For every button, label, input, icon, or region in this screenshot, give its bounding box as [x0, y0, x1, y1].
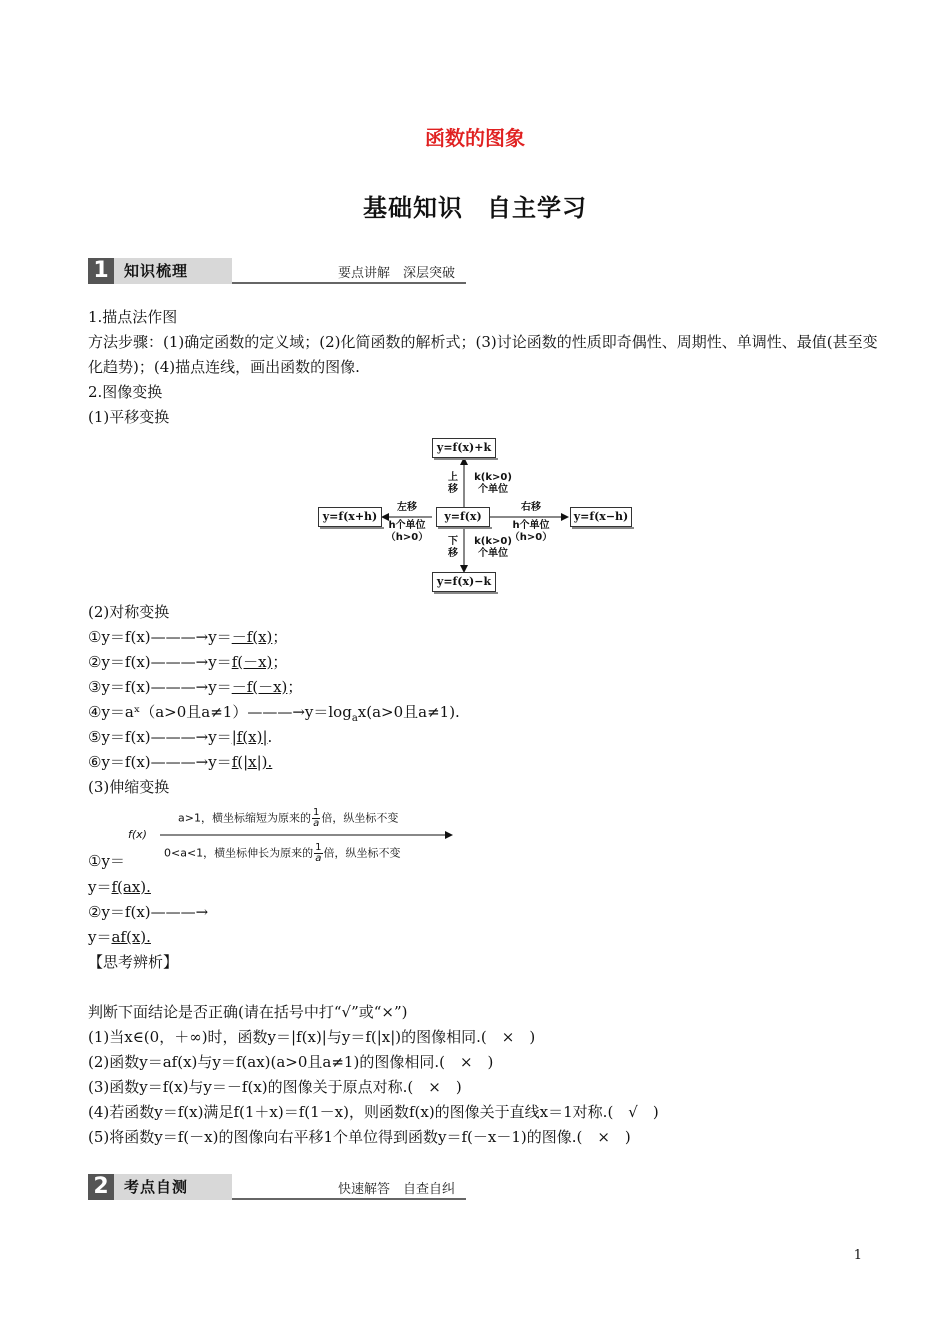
label-left-3: （h>0） — [385, 532, 429, 543]
stretch-bottom-text: 0<a<1，横坐标伸长为原来的 — [164, 846, 314, 860]
stretch-answer-1 — [88, 875, 151, 900]
label-right-2: h个单位 — [512, 520, 550, 531]
label-up — [446, 472, 460, 496]
log-base: a — [351, 713, 358, 724]
label-down-2: 移 — [448, 548, 458, 559]
think-heading: 【思考辨析】 — [88, 953, 179, 971]
stretch-answer-2 — [88, 925, 151, 950]
sym-answer: －f(x) — [231, 628, 273, 646]
stretch-ans-prefix: y＝ — [88, 878, 112, 896]
sym-answer: f(－x) — [231, 653, 273, 671]
fraction-denominator: a — [313, 818, 320, 829]
fraction-numerator: 1 — [312, 807, 320, 818]
sym-answer: －f(－x) — [231, 678, 288, 696]
sym-text: ④y＝aˣ（a>0且a≠1）———→y＝log — [88, 703, 352, 721]
box-shift-down: y=f(x)−k — [432, 572, 496, 592]
section-heading-part-b: 自主学习 — [487, 194, 587, 222]
judge-item: (2)函数y＝af(x)与y＝f(ax)(a>0且a≠1)的图像相同.( × ) — [88, 1053, 494, 1071]
judge-item: (5)将函数y＝f(－x)的图像向右平移1个单位得到函数y＝f(－x－1)的图像.( × ) — [88, 1128, 631, 1146]
label-right-amount — [502, 520, 560, 544]
heading-stretch: (3)伸缩变换 — [88, 778, 170, 796]
heading-transform: 2.图像变换 — [88, 383, 163, 401]
stretch-item-1: ①y＝ — [88, 852, 125, 870]
label-up-3: k(k>0) — [474, 472, 512, 483]
section-banner-2 — [88, 1174, 466, 1200]
page-number: 1 — [853, 1248, 862, 1263]
stretch-diagram — [126, 803, 456, 873]
label-up-2: 移 — [448, 484, 458, 495]
stretch-condition-bottom — [164, 843, 401, 864]
stretch-ans: af(x). — [111, 928, 151, 946]
stretch-ans-prefix: y＝ — [88, 928, 112, 946]
sym-text: ⑤y＝f(x)———→y＝ — [88, 728, 232, 746]
judge-item: (3)函数y＝f(x)与y＝－f(x)的图像关于原点对称.( × ) — [88, 1078, 462, 1096]
stretch-source: f(x) — [128, 828, 147, 841]
heading-plotting: 1.描点法作图 — [88, 308, 178, 326]
sym-end: ； — [272, 653, 288, 671]
judge-item: (4)若函数y＝f(x)满足f(1＋x)＝f(1－x)，则函数f(x)的图像关于直线x＝1对称.( √ ) — [88, 1103, 659, 1121]
sym-end: . — [267, 728, 273, 746]
box-shift-left: y=f(x+h) — [318, 507, 382, 527]
section-heading — [0, 188, 950, 223]
symmetry-item — [88, 650, 287, 675]
stretch-bottom-end: 倍，纵坐标不变 — [323, 846, 401, 860]
symmetry-item — [88, 625, 287, 650]
sym-answer: f(|x|). — [231, 753, 273, 771]
label-up-1: 上 — [448, 472, 458, 483]
sym-text: ⑥y＝f(x)———→y＝ — [88, 753, 232, 771]
stretch-condition-top — [178, 808, 398, 829]
judge-item: (1)当x∈(0，＋∞)时，函数y＝|f(x)|与y＝f(|x|)的图像相同.( × ) — [88, 1028, 536, 1046]
box-shift-right: y=f(x−h) — [570, 507, 632, 527]
sym-text: ①y＝f(x)———→y＝ — [88, 628, 232, 646]
translation-diagram — [318, 436, 632, 594]
fraction — [314, 843, 322, 864]
stretch-ans: f(ax). — [111, 878, 151, 896]
sym-answer: |f(x)| — [231, 728, 268, 746]
label-down-4: 个单位 — [478, 548, 508, 559]
section-heading-part-a: 基础知识 — [363, 194, 463, 222]
label-left-amount — [380, 520, 434, 544]
label-right: 右移 — [521, 502, 541, 513]
fraction — [312, 808, 320, 829]
judge-intro: 判断下面结论是否正确(请在括号中打“√”或“×”) — [88, 1003, 408, 1021]
stretch-top-text: a>1，横坐标缩短为原来的 — [178, 811, 311, 825]
symmetry-item — [88, 725, 272, 750]
label-up-4: 个单位 — [478, 484, 508, 495]
box-shift-up: y=f(x)+k — [432, 438, 496, 458]
sym-end: ； — [272, 628, 288, 646]
label-down-1: 下 — [448, 536, 458, 547]
section-banner-1 — [88, 258, 466, 284]
stretch-item-2: ②y＝f(x)———→ — [88, 903, 209, 921]
heading-translation: (1)平移变换 — [88, 408, 170, 426]
symmetry-item — [88, 750, 272, 775]
stretch-top-end: 倍，纵坐标不变 — [321, 811, 399, 825]
method-steps: 方法步骤：(1)确定函数的定义域；(2)化简函数的解析式；(3)讨论函数的性质即奇偶性、周期性、单调性、最值(甚至变化趋势)；(4)描点连线，画出函数的图像. — [88, 333, 878, 376]
banner-number: 1 — [88, 258, 114, 284]
label-left-2: h个单位 — [388, 520, 426, 531]
box-original: y=f(x) — [436, 507, 490, 527]
sym-text: ③y＝f(x)———→y＝ — [88, 678, 232, 696]
label-down-3: k(k>0) — [474, 536, 512, 547]
fraction-numerator: 1 — [315, 842, 322, 853]
banner-subtitle: 要点讲解 深层突破 — [338, 266, 456, 281]
label-left: 左移 — [397, 502, 417, 513]
banner-subtitle: 快速解答 自查自纠 — [338, 1182, 456, 1197]
label-down — [446, 536, 460, 560]
banner-label: 考点自测 — [114, 1174, 232, 1200]
sym-text: ②y＝f(x)———→y＝ — [88, 653, 232, 671]
document-title: 函数的图象 — [425, 126, 525, 150]
banner-label: 知识梳理 — [114, 258, 232, 284]
sym-end: x(a>0且a≠1). — [357, 703, 460, 721]
label-up-amount — [470, 472, 516, 496]
sym-end: ； — [287, 678, 303, 696]
label-right-3: （h>0） — [509, 532, 553, 543]
fraction-denominator: a — [315, 853, 322, 864]
symmetry-item — [88, 675, 302, 700]
heading-symmetry: (2)对称变换 — [88, 603, 170, 621]
banner-number: 2 — [88, 1174, 114, 1200]
